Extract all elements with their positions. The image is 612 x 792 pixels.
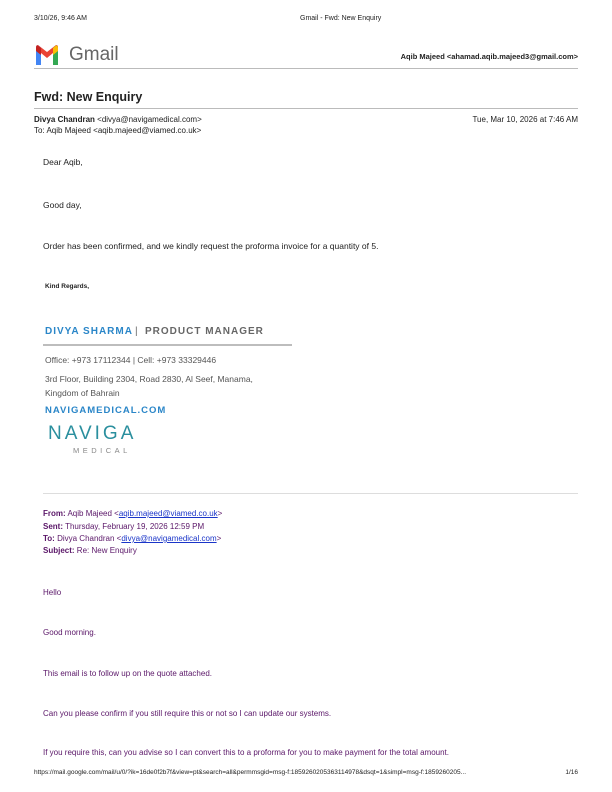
body-line-1: Good day, <box>43 200 82 210</box>
quoted-subject <box>43 546 137 555</box>
to-label: To: <box>34 126 45 135</box>
message-date: Tue, Mar 10, 2026 at 7:46 AM <box>472 115 578 124</box>
subject-divider <box>34 108 578 109</box>
body-line-2: Order has been confirmed, and we kindly request the proforma invoice for a quantity of 5. <box>43 241 379 251</box>
header-divider <box>34 68 578 69</box>
sender <box>34 115 202 124</box>
quoted-paragraph-3: If you require this, can you advise so I can convert this to a proforma for you to make payment for the total amount. <box>43 748 449 757</box>
signature-address-2: Kingdom of Bahrain <box>45 388 120 398</box>
to-address[interactable]: Aqib Majeed <aqib.majeed@viamed.co.uk> <box>46 126 202 135</box>
account-email: Aqib Majeed <ahamad.aqib.majeed3@gmail.com> <box>400 52 578 61</box>
greeting: Dear Aqib, <box>43 157 83 167</box>
quoted-subject-label: Subject: <box>43 546 75 555</box>
quoted-from-email-link[interactable]: aqib.majeed@viamed.co.uk <box>118 509 218 518</box>
print-datetime: 3/10/26, 9:46 AM <box>34 15 87 22</box>
thread-subject: Fwd: New Enquiry <box>34 90 143 104</box>
quoted-sent-date: Thursday, February 19, 2026 12:59 PM <box>65 522 205 531</box>
gmail-logo-icon <box>34 44 60 65</box>
print-page-number: 1/16 <box>565 769 578 776</box>
quoted-sent-label: Sent: <box>43 522 63 531</box>
signature-divider <box>43 344 292 346</box>
quoted-hello: Hello <box>43 588 62 597</box>
print-url: https://mail.google.com/mail/u/0/?ik=16de0f2b7f&view=pt&search=all&permmsgid=msg-f:1859260205363114978&dsqt=1&simpl=msg-f:1859260205... <box>34 769 467 776</box>
quoted-to-name: Divya Chandran < <box>57 534 122 543</box>
signature-website-link[interactable]: NAVIGAMEDICAL.COM <box>45 405 167 416</box>
quoted-paragraph-2: Can you please confirm if you still require this or not so I can update our systems. <box>43 709 332 718</box>
quote-divider <box>43 493 578 494</box>
signature-title: PRODUCT MANAGER <box>145 326 264 337</box>
app-name: Gmail <box>69 44 119 65</box>
quoted-from-label: From: <box>43 509 66 518</box>
closing: Kind Regards, <box>45 283 90 290</box>
recipient <box>34 126 201 135</box>
quoted-to <box>43 534 221 543</box>
sender-email[interactable]: <divya@navigamedical.com> <box>97 115 202 124</box>
quoted-to-close: > <box>216 534 222 543</box>
quoted-morning: Good morning. <box>43 628 96 637</box>
quoted-to-label: To: <box>43 534 55 543</box>
print-title: Gmail - Fwd: New Enquiry <box>300 15 382 22</box>
signature-address-1: 3rd Floor, Building 2304, Road 2830, Al Seef, Manama, <box>45 374 253 384</box>
quoted-subject-text: Re: New Enquiry <box>76 546 137 555</box>
company-logo-sub: MEDICAL <box>73 446 131 455</box>
signature-separator: | <box>135 326 138 337</box>
signature-phone: Office: +973 17112344 | Cell: +973 33329446 <box>45 355 217 365</box>
quoted-paragraph-1: This email is to follow up on the quote attached. <box>43 669 212 678</box>
quoted-from <box>43 509 222 518</box>
signature-name: DIVYA SHARMA <box>45 326 133 337</box>
quoted-from-close: > <box>217 509 223 518</box>
sender-name: Divya Chandran <box>34 115 95 124</box>
company-logo: NAVIGA <box>48 423 137 444</box>
quoted-to-email-link[interactable]: divya@navigamedical.com <box>121 534 217 543</box>
quoted-sent <box>43 522 204 531</box>
quoted-from-name: Aqib Majeed < <box>67 509 119 518</box>
